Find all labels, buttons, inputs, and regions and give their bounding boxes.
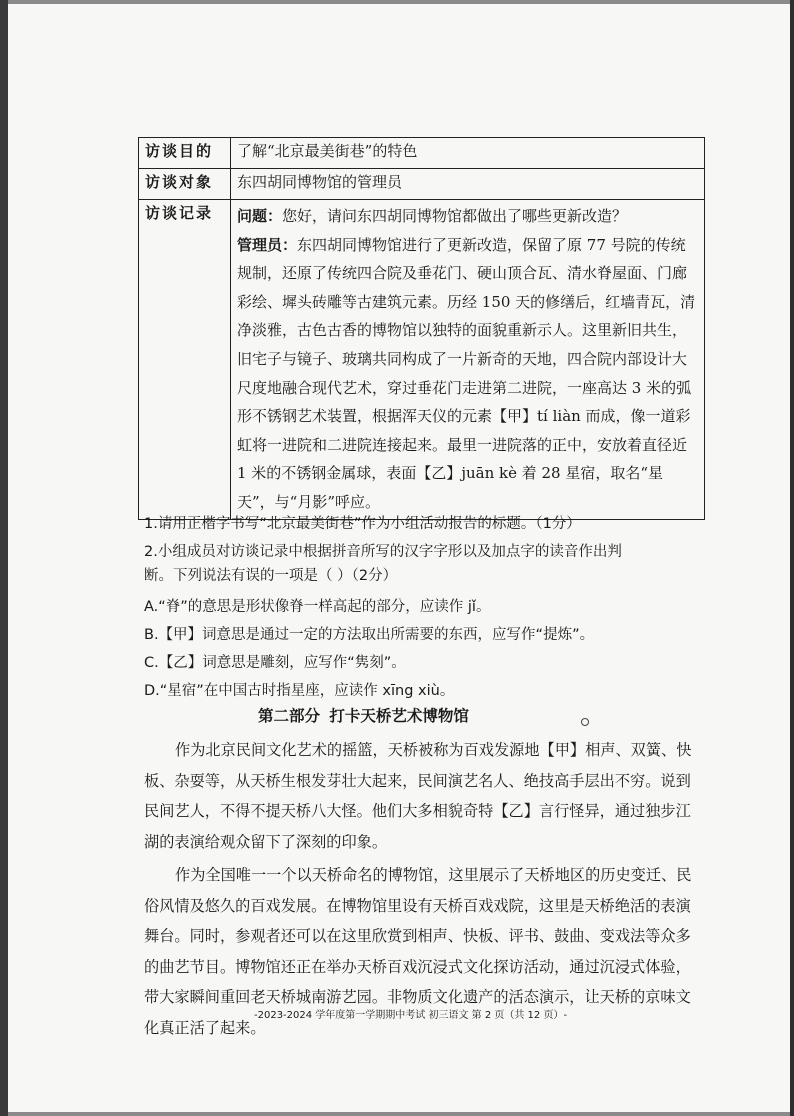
option-d: D.“星宿”在中国古时指星座，应读作 xīng xiù。 xyxy=(144,683,455,699)
question-text: 您好，请问东四胡同博物馆都做出了哪些更新改造？ xyxy=(282,207,628,225)
interview-record xyxy=(231,200,705,520)
table-row xyxy=(139,200,705,520)
table-row xyxy=(139,169,705,200)
question-2-line-2: 断。下列说法有误的一项是（ ）（2分） xyxy=(144,568,398,584)
scan-mark xyxy=(581,718,589,726)
scan-edge-right xyxy=(790,0,794,1116)
scan-edge-left xyxy=(0,0,8,1116)
question-2-line-1: 2.小组成员对访谈记录中根据拼音所写的汉字字形以及加点字的读音作出判 xyxy=(144,544,622,560)
section-2-paragraph-2: 作为全国唯一一个以天桥命名的博物馆，这里展示了天桥地区的历史变迁、民俗风情及悠久的百戏发展。在博物馆里设有天桥百戏戏院，这里是天桥绝活的表演舞台。同时，参观者还可以在这里欣赏到相声、快板、评书、鼓曲、变戏法等众多的曲艺节目。博物馆还正在举办天桥百戏沉浸式文化探访活动，通过沉浸式体验，带大家瞬间重回老天桥城南游艺园。非物质文化遗产的活态演示，让天桥的京味文化真正活了起来。 xyxy=(144,866,692,1037)
option-a: A.“脊”的意思是形状像脊一样高起的部分，应读作 jǐ。 xyxy=(144,599,491,615)
page-footer: -2023-2024 学年度第一学期期中考试 初三语文 第 2 页（共 12 页）- xyxy=(254,1010,568,1021)
interview-target-value: 东四胡同博物馆的管理员 xyxy=(231,169,705,200)
question-1: 1.请用正楷字书写“北京最美街巷”作为小组活动报告的标题。（1分） xyxy=(144,516,581,532)
option-b: B.【甲】词意思是通过一定的方法取出所需要的东西，应写作“提炼”。 xyxy=(144,627,595,643)
table-row xyxy=(139,138,705,169)
interview-question xyxy=(237,202,698,231)
interview-purpose-value: 了解“北京最美街巷”的特色 xyxy=(231,138,705,169)
option-c: C.【乙】词意思是雕刻，应写作“隽刻”。 xyxy=(144,655,406,671)
interview-record-label: 访谈记录 xyxy=(139,200,231,520)
question-prefix: 问题： xyxy=(237,207,283,225)
answer-prefix: 管理员： xyxy=(237,235,298,254)
answer-text: 东四胡同博物馆进行了更新改造，保留了原 77 号院的传统规制，还原了传统四合院及垂花门、硬山顶合瓦、清水脊屋面、门廊彩绘、墀头砖雕等古建筑元素。历经 150 天的修缮后，红墙青瓦，清净淡雅，古色古香的博物馆以独特的面貌重新示人。这里新旧共生，旧宅子与镜子、玻璃共同构成了一片新奇的天地，四合院内部设计大尺度地融合现代艺术，穿过垂花门走进第二进院，一座高达 3 米的弧形不锈钢艺术装置，根据浑天仪的元素【甲】tí liàn 而成，像一道彩虹将一进院和二进院连接起来。最里一进院落的正中，安放着直径近 1 米的不锈钢金属球，表面【乙】juān kè 着 28 星宿，取名“星天”，与“月影”呼应。 xyxy=(237,235,696,511)
interview-target-label: 访谈对象 xyxy=(139,169,231,200)
interview-answer xyxy=(237,231,698,517)
interview-table xyxy=(138,137,705,520)
section-2-title: 第二部分 打卡天桥艺术博物馆 xyxy=(258,706,469,725)
interview-purpose-label: 访谈目的 xyxy=(139,138,231,169)
section-2-paragraph-1: 作为北京民间文化艺术的摇篮，天桥被称为百戏发源地【甲】相声、双簧、快板、杂耍等，从天桥生根发芽壮大起来，民间演艺名人、绝技高手层出不穷。说到民间艺人，不得不提天桥八大怪。他们大多相貌奇特【乙】言行怪异，通过独步江湖的表演给观众留下了深刻的印象。 xyxy=(144,741,692,851)
